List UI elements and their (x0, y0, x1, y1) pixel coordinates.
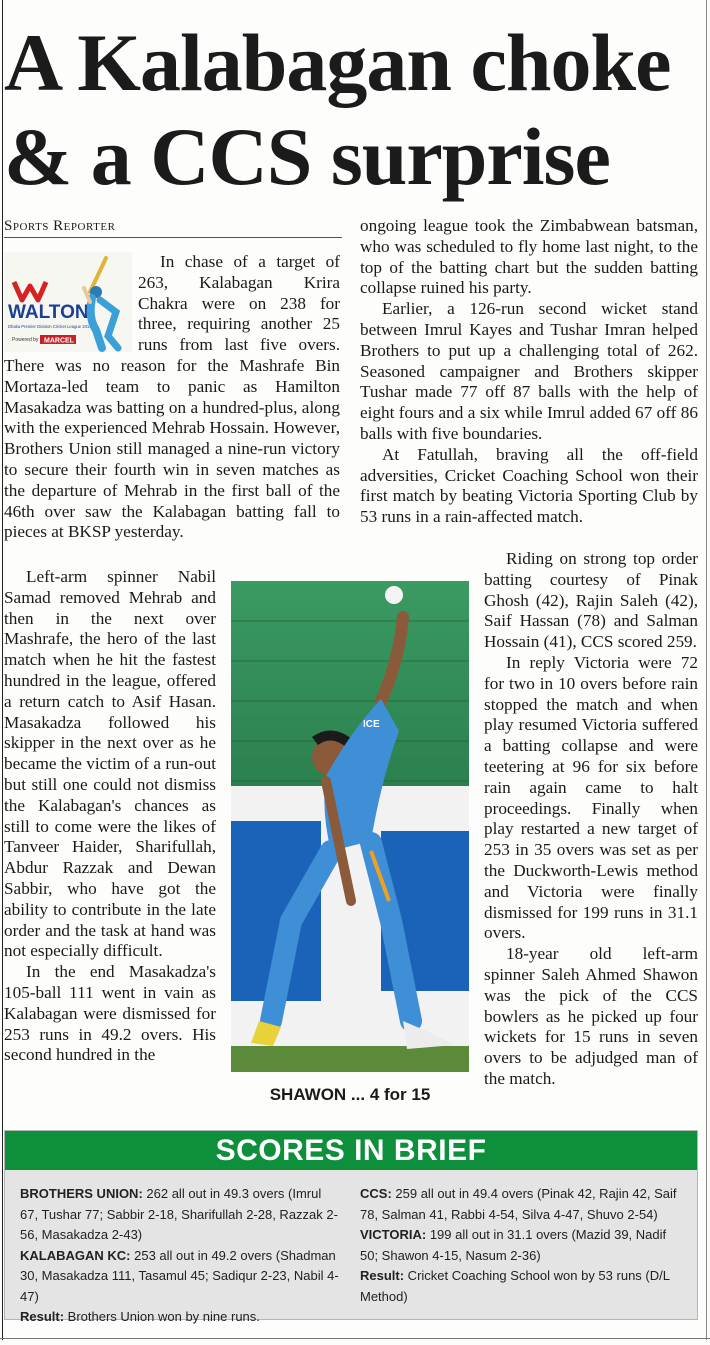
score-entry (360, 1266, 680, 1307)
right-rule (706, 0, 707, 1340)
photo-caption: SHAWON ... 4 for 15 (269, 1085, 431, 1104)
score-entry (20, 1184, 340, 1246)
article-paragraph-3-continued: ongoing league took the Zimbabwean batsman, who was scheduled to fly home last night, to the top of the batting chart but the sudden batting collapse ruined his party. (360, 216, 698, 298)
article-paragraph-6: Riding on strong top order batting courtesy of Pinak Ghosh (42), Rajin Saleh (42), Saif Hassan (78) and Salman Hossain (41), CCS scored 259. (484, 549, 698, 652)
article-paragraph-5: At Fatullah, braving all the off-field adversities, Cricket Coaching School won their first match by beating Victoria Sporting Club by 53 runs in a rain-affected match. (360, 444, 698, 527)
score-entry (20, 1246, 340, 1308)
cricket-ball-icon (385, 586, 403, 604)
article-paragraph-4: Earlier, a 126-run second wicket stand between Imrul Kayes and Tushar Imran helped Brothers to put up a challenging total of 262. Seasoned campaigner and Brothers skipper Tushar made 77 off 87 balls with the help of eight fours and a six while Imrul added 67 off 86 balls with five boundaries. (360, 299, 698, 443)
bottom-rule (0, 1338, 710, 1339)
left-rule (2, 0, 3, 1340)
score-label: VICTORIA: (360, 1227, 427, 1242)
score-label: KALABAGAN KC: (20, 1247, 131, 1263)
scores-left-column (20, 1184, 340, 1328)
score-entry (360, 1225, 680, 1266)
score-text: Brothers Union won by nine runs. (64, 1309, 260, 1324)
scores-right-column (360, 1184, 680, 1307)
article-paragraph-1: In chase of a target of 263, Kalabagan Krira Chakra were on 238 for three, requiring another 25 runs from last five overs. There was no reason for the Mashrafe Bin Mortaza-led team to panic as Hamilton Masakadza was batting on a hundred-plus, along with the experienced Mehrab Hossain. However, Brothers Union still managed a nine-run victory to secure their fourth win in seven matches as the departure of Mehrab in the first ball of the 46th over saw the Kalabagan batting fall to pieces at BKSP yesterday. (4, 252, 340, 542)
article-column-3 (484, 549, 698, 1090)
article-paragraph-8: 18-year old left-arm spinner Saleh Ahmed Shawon was the pick of the CCS bowlers as he picked up four wickets for 15 runs in seven overs to be adjudged man of the match. (484, 944, 698, 1088)
logo-brand: WALTON (8, 302, 89, 323)
score-text: 259 all out in 49.4 overs (Pinak 42, Rajin 42, Saif 78, Salman 41, Rabbi 4-54, Silva 4-47, Shuvo 2-54) (360, 1186, 677, 1222)
score-label: Result: (20, 1309, 65, 1324)
bowler-photo-illustration (231, 581, 469, 1072)
article-column-1-lower (4, 567, 216, 1066)
headline: A Kalabagan choke & a CCS surprise (4, 17, 671, 202)
article-column-2 (360, 216, 698, 528)
score-text: Cricket Coaching School won by 53 runs (D/L Method) (360, 1268, 670, 1304)
shirt-text: ICE (363, 719, 380, 730)
walton-league-logo (4, 252, 132, 352)
score-text: 199 all out in 31.1 overs (Mazid 39, Nadif 50; Shawon 4-15, Nasum 2-36) (360, 1227, 667, 1263)
score-label: Result: (360, 1268, 405, 1283)
score-entry (20, 1307, 340, 1328)
score-text: 262 all out in 49.3 overs (Imrul 67, Tushar 77; Sabbir 2-18, Sharifullah 2-28, Razzak 2-56, Masakadza 2-43) (20, 1186, 338, 1242)
article-paragraph-3: In the end Masakadza's 105-ball 111 went in vain as Kalabagan were dismissed for 253 runs in 49.2 overs. His second hundred in the (4, 962, 216, 1065)
article-paragraph-2: Left-arm spinner Nabil Samad removed Mehrab and then in the next over Mashrafe, the hero of the last match when he hit the fastest hundred in the league, offered a return catch to Asif Hasan. Masakadza followed his skipper in the next over as he became the victim of a run-out but still one could not dismiss the Kalabagan's chances as still to come were the likes of Tanveer Haider, Sharifullah, Abdur Razzak and Dewan Sabbir, who have got the ability to contribute in the late order and the task at hand was not especially difficult. (4, 567, 216, 961)
score-entry (360, 1184, 680, 1225)
logo-tournament: Dhaka Premier Division Cricket League 2015-16 (8, 324, 98, 329)
bowler-photo (231, 581, 469, 1072)
score-label: BROTHERS UNION: (20, 1186, 143, 1201)
article-paragraph-7: In reply Victoria were 72 for two in 10 overs before rain stopped the match and when play resumed Victoria suffered a batting collapse and were teetering at 96 for six before rain again came to halt proceedings. Finally when play restarted a new target of 253 in 35 overs was set as per the Duckworth-Lewis method and Victoria were finally dismissed for 199 runs in 31.1 overs. (484, 652, 698, 943)
score-text: 253 all out in 49.2 overs (Shadman 30, Masakadza 111, Tasamul 45; Sadiqur 2-23, Nabil 4-47) (20, 1247, 339, 1304)
scores-title: SCORES IN BRIEF (5, 1131, 697, 1170)
score-label: CCS: (360, 1186, 392, 1201)
logo-powered-by: Powered by (12, 337, 39, 343)
byline: Sports Reporter (4, 218, 342, 238)
scores-in-brief-box (4, 1130, 698, 1324)
logo-sponsor: MARCEL (44, 337, 74, 345)
